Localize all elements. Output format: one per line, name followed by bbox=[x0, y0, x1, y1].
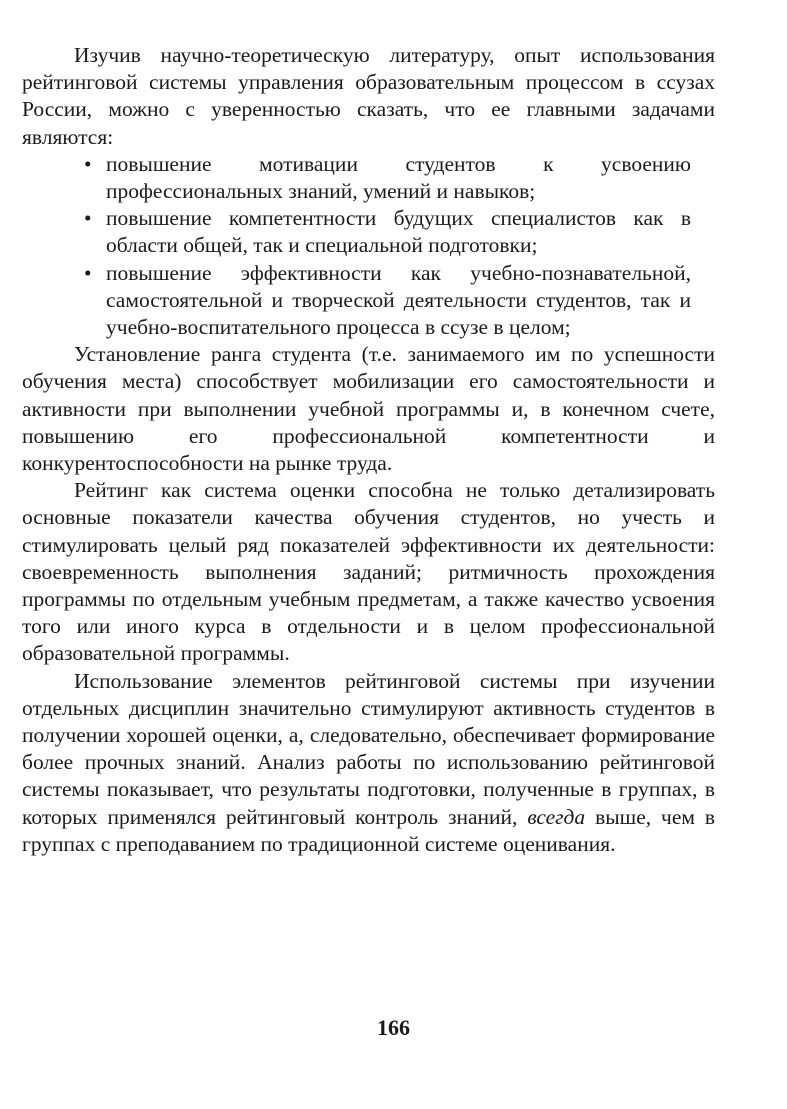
page-number: 166 bbox=[377, 1015, 410, 1040]
list-item-text: повышение эффективности как учебно-познавательной, самостоятельной и творческой деятельности студентов, так и учебно-воспитательного процесса в ссузе в целом; bbox=[106, 260, 691, 340]
list-item bbox=[84, 260, 715, 342]
list-item bbox=[84, 205, 715, 259]
bullet-icon: • bbox=[84, 206, 92, 231]
rating-paragraph: Рейтинг как система оценки способна не только детализировать основные показатели качества обучения студентов, но учесть и стимулировать целый ряд показателей эффективности их деятельности: своевременность выполнения заданий; ритмичность прохождения программы по отдельным учебным предметам, а также качество усвоения того или иного курса в отдельности и в целом профессиональной образовательной программы. bbox=[22, 478, 715, 666]
usage-paragraph-text: Использование элементов рейтинговой системы при изучении отдельных дисциплин значительно стимулируют активность студентов в получении хорошей оценки, а, следовательно, обеспечивает формирование более прочных знаний. Анализ работы по использованию рейтинговой системы показывает, что результаты подготовки, полученные в группах, в которых применялся рейтинговый контроль знаний, bbox=[22, 668, 715, 829]
emphasis-word: всегда bbox=[527, 804, 586, 829]
list-item-text: повышение мотивации студентов к усвоению профессиональных знаний, умений и навыков; bbox=[106, 151, 691, 204]
bullet-icon: • bbox=[84, 260, 92, 285]
usage-paragraph bbox=[22, 668, 715, 858]
usage-paragraph-end: выше, чем в группах с преподаванием по традиционной системе оценивания. bbox=[22, 804, 716, 856]
list-item-text: повышение компетентности будущих специалистов как в области общей, так и специальной подготовки; bbox=[106, 206, 691, 258]
intro-paragraph: Изучив научно-теоретическую литературу, опыт использования рейтинговой системы управления образовательным процессом в ссузах России, можно с уверенностью сказать, что ее главными задачами являются: bbox=[22, 43, 715, 149]
list-item bbox=[84, 151, 715, 205]
task-list bbox=[22, 151, 715, 341]
rank-paragraph: Установление ранга студента (т.е. занимаемого им по успешности обучения места) способствует мобилизации его самостоятельности и активности при выполнении учебной программы и, в конечном счете, повышению его профессиональной компетентности и конкурентоспособности на рынке труда. bbox=[22, 342, 715, 476]
bullet-icon: • bbox=[84, 151, 92, 176]
page-body bbox=[22, 42, 715, 858]
